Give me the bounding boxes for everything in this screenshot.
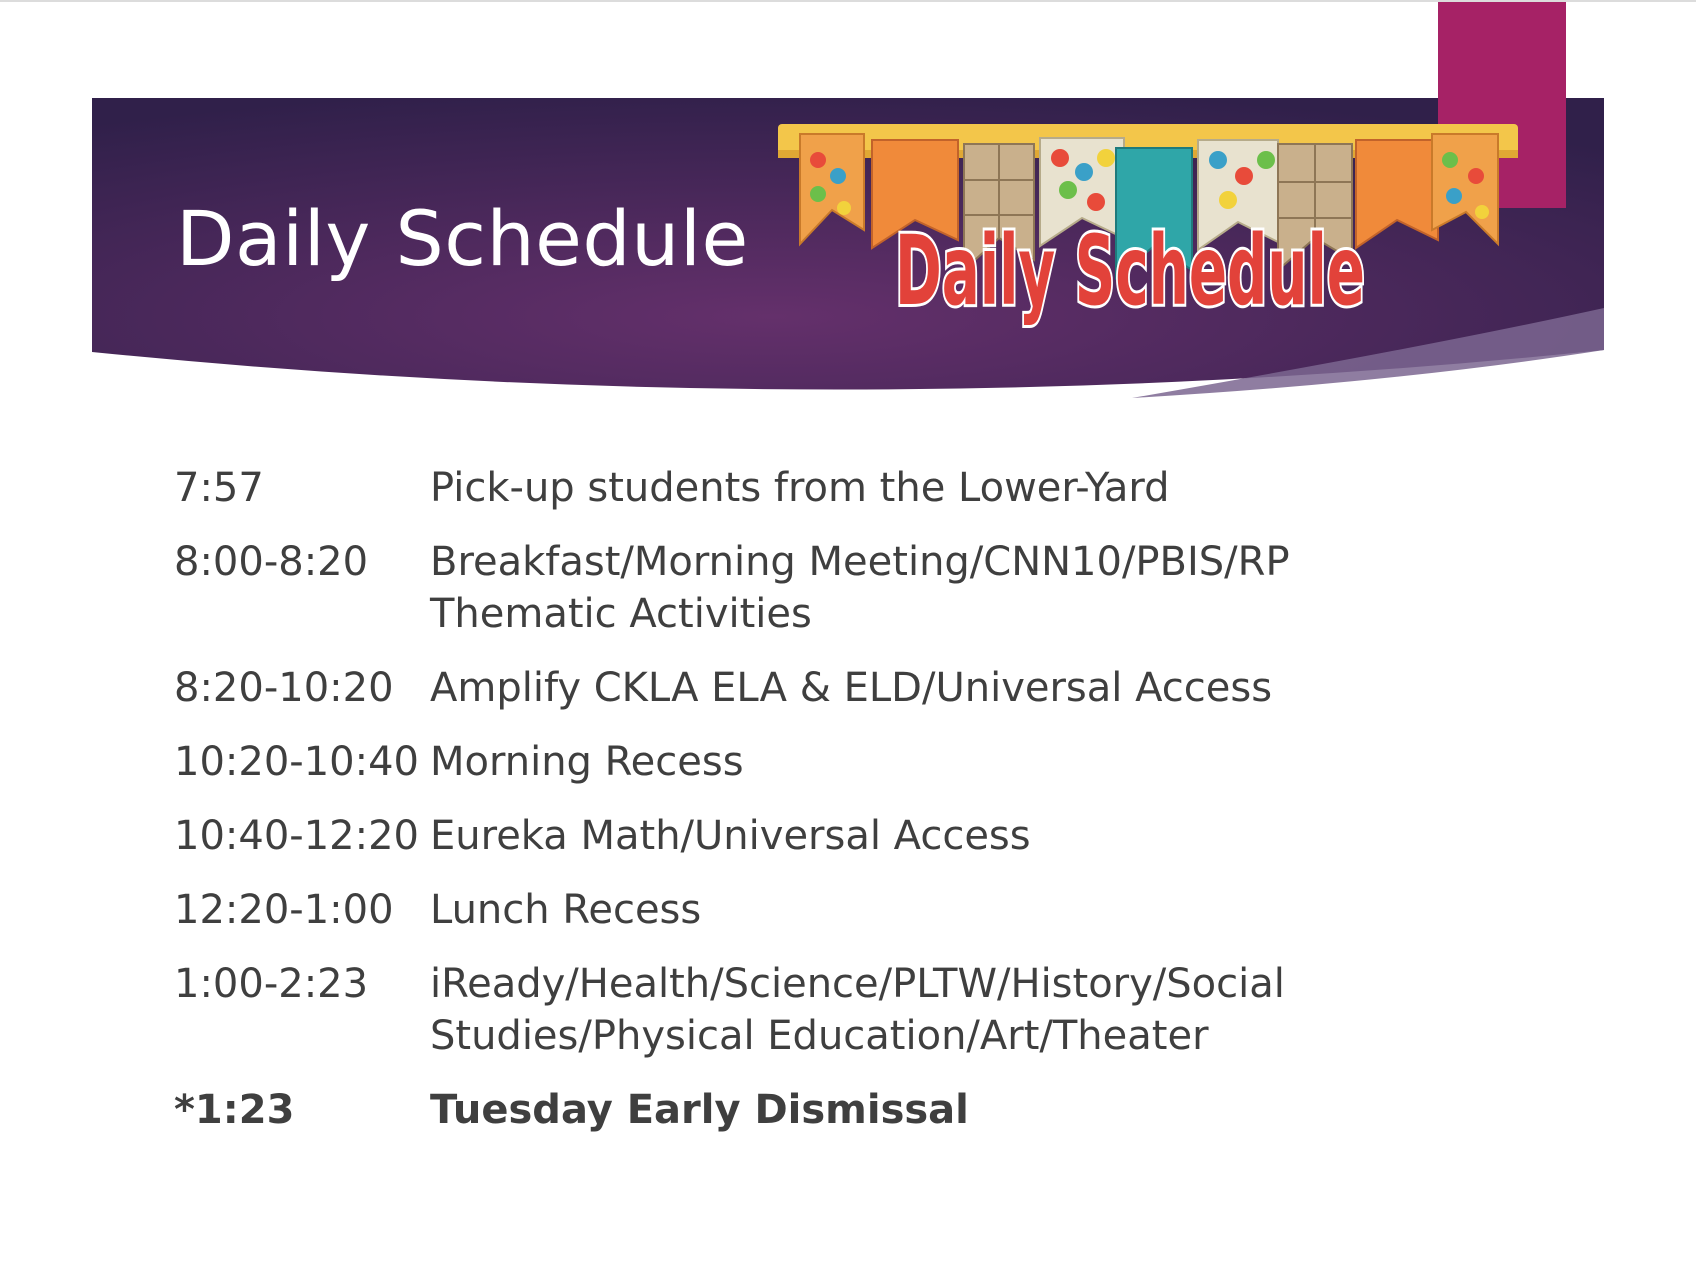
schedule-row xyxy=(174,810,1474,862)
schedule-activity: Breakfast/Morning Meeting/CNN10/PBIS/RP Thematic Activities xyxy=(430,539,1290,637)
schedule-time: 1:00-2:23 xyxy=(174,961,369,1007)
schedule-time: 7:57 xyxy=(174,465,264,511)
schedule-time: 12:20-1:00 xyxy=(174,887,394,933)
schedule-list xyxy=(174,462,1474,1158)
schedule-activity: Eureka Math/Universal Access xyxy=(430,813,1031,859)
schedule-time: 8:00-8:20 xyxy=(174,539,369,585)
slide-title: Daily Schedule xyxy=(176,194,749,283)
schedule-time: 10:20-10:40 xyxy=(174,739,419,785)
schedule-time: *1:23 xyxy=(174,1087,295,1133)
schedule-activity: Tuesday Early Dismissal xyxy=(430,1087,969,1133)
schedule-row-early-dismissal xyxy=(174,1084,1474,1136)
schedule-activity: Lunch Recess xyxy=(430,887,702,933)
schedule-activity: Amplify CKLA ELA & ELD/Universal Access xyxy=(430,665,1273,711)
schedule-row xyxy=(174,536,1474,640)
schedule-activity: Morning Recess xyxy=(430,739,744,785)
schedule-row xyxy=(174,736,1474,788)
schedule-time: 8:20-10:20 xyxy=(174,665,394,711)
schedule-row xyxy=(174,462,1474,514)
schedule-row xyxy=(174,884,1474,936)
banner-lettering-text: Daily Schedule xyxy=(895,215,1365,327)
schedule-activity: Pick-up students from the Lower-Yard xyxy=(430,465,1170,511)
banner-lettering xyxy=(870,172,1390,352)
schedule-activity: iReady/Health/Science/PLTW/History/Social Studies/Physical Education/Art/Theater xyxy=(430,961,1285,1059)
schedule-row xyxy=(174,662,1474,714)
schedule-time: 10:40-12:20 xyxy=(174,813,419,859)
schedule-row xyxy=(174,958,1474,1062)
